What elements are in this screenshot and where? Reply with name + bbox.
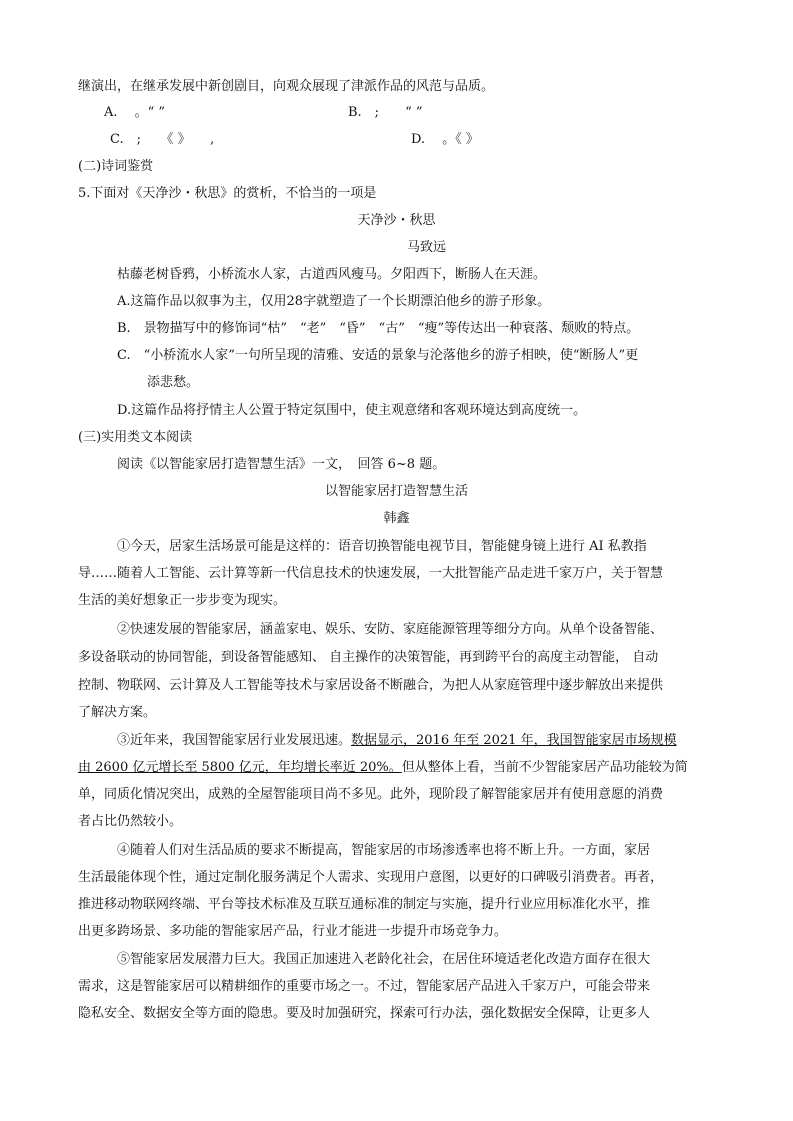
q5-option-d: D.这篇作品将抒情主人公置于特定氛围中，使主观意绪和客观环境达到高度统一。 (117, 403, 587, 418)
paragraph-2-line3: 控制、物联网、云计算及人工智能等技术与家居设备不断融合，为把人从家庭管理中逐步解放出来提供 (78, 678, 664, 693)
poem-text: 枯藤老树昏鸦，小桥流水人家，古道西风瘦马。夕阳西下，断肠人在天涯。 (117, 267, 547, 282)
article-author: 韩鑫 (383, 511, 410, 526)
question-5: 5.下面对《天净沙・秋思》的赏析，不恰当的一项是 (78, 186, 377, 201)
paragraph-1-line1: ①今天，居家生活场景可能是这样的：语音切换智能电视节目，智能健身镜上进行 AI 私教指 (117, 539, 647, 554)
paragraph-3-intro: ③近年来，我国智能家居行业发展迅速。 (117, 733, 352, 748)
paragraph-2-line1: ②快速发展的智能家居，涵盖家电、娱乐、安防、家庭能源管理等细分方向。从单个设备智能、 (117, 622, 664, 637)
paragraph-3-line4: 者占比仍然较小。 (78, 814, 183, 829)
paragraph-4-line2: 生活最能体现个性，通过定制化服务满足个人需求、实现用户意图，以更好的口碑吸引消费者。再者， (78, 870, 664, 885)
option-b: B. ; “ ” (348, 105, 423, 120)
paragraph-4-line4: 出更多跨场景、多功能的智能家居产品，行业才能进一步提升市场竞争力。 (78, 924, 508, 939)
paragraph-1-line3: 生活的美好想象正一步步变为现实。 (78, 593, 287, 608)
paragraph-3-line1 (117, 731, 677, 751)
paragraph-5-line1: ⑤智能家居发展潜力巨大。我国正加速进入老龄化社会，在居住环境适老化改造方面存在很大 (117, 952, 651, 967)
article-title: 以智能家居打造智慧生活 (324, 484, 468, 499)
continued-text-line: 继演出，在继承发展中新创剧目，向观众展现了津派作品的风范与品质。 (78, 79, 495, 94)
q5-option-c-line1: C. “小桥流水人家”一句所呈现的清雅、安适的景象与沦落他乡的游子相映，使“断肠人”更 (117, 348, 639, 363)
paragraph-3-line3: 单，同质化情况突出，成熟的全屋智能项目尚不多见。此外，现阶段了解智能家居并有使用意愿的消费 (78, 787, 664, 802)
option-c: C. ; 《 》 , (110, 132, 215, 147)
paragraph-2-line4: 了解决方案。 (78, 705, 157, 720)
paragraph-3-line2 (78, 758, 688, 778)
paragraph-5-line2: 需求，这是智能家居可以精耕细作的重要市场之一。不过，智能家居产品进入千家万户，可能会带来 (78, 979, 651, 994)
q5-option-b: B. 景物描写中的修饰词“枯” “老” “昏” “古” “瘦”等传达出一种衰落、颓败的特点。 (117, 321, 640, 336)
underlined-data-sentence-part2: 由 2600 亿元增长至 5800 亿元，年均增长率近 20%。 (78, 760, 402, 775)
q5-option-c-line2: 添悲愁。 (147, 375, 200, 390)
option-a: A. 。“ ” (104, 105, 166, 120)
q5-option-a: A.这篇作品以叙事为主，仅用28字就塑造了一个长期漂泊他乡的游子形象。 (117, 294, 551, 309)
paragraph-2-line2: 多设备联动的协同智能，到设备智能感知、 自主操作的决策智能，再到跨平台的高度主动智能， 自动 (78, 650, 659, 665)
reading-instruction: 阅读《以智能家居打造智慧生活》一文， 回答 6~8 题。 (117, 457, 446, 472)
poem-author: 马致远 (406, 240, 446, 255)
paragraph-4-line3: 推进移动物联网终端、平台等技术标准及互联互通标准的制定与实施，提升行业应用标准化水平，推 (78, 897, 651, 912)
section-heading-poetry: (二)诗词鉴赏 (78, 159, 154, 174)
paragraph-1-line2: 导……随着人工智能、云计算等新一代信息技术的快速发展，一大批智能产品走进千家万户，关于智慧 (78, 566, 664, 581)
option-d: D. 。《 》 (411, 132, 479, 147)
paragraph-4-line1: ④随着人们对生活品质的要求不断提高，智能家居的市场渗透率也将不断上升。一方面，家居 (117, 843, 651, 858)
underlined-data-sentence-part1: 数据显示，2016 年至 2021 年，我国智能家居市场规模 (351, 733, 677, 748)
paragraph-3-continuation: 但从整体上看，当前不少智能家居产品功能较为简 (401, 760, 688, 775)
section-heading-practical: (三)实用类文本阅读 (78, 430, 193, 445)
poem-title: 天净沙・秋思 (357, 213, 436, 228)
paragraph-5-line3: 隐私安全、数据安全等方面的隐患。要及时加强研究，探索可行办法，强化数据安全保障，让更多人 (78, 1006, 651, 1021)
